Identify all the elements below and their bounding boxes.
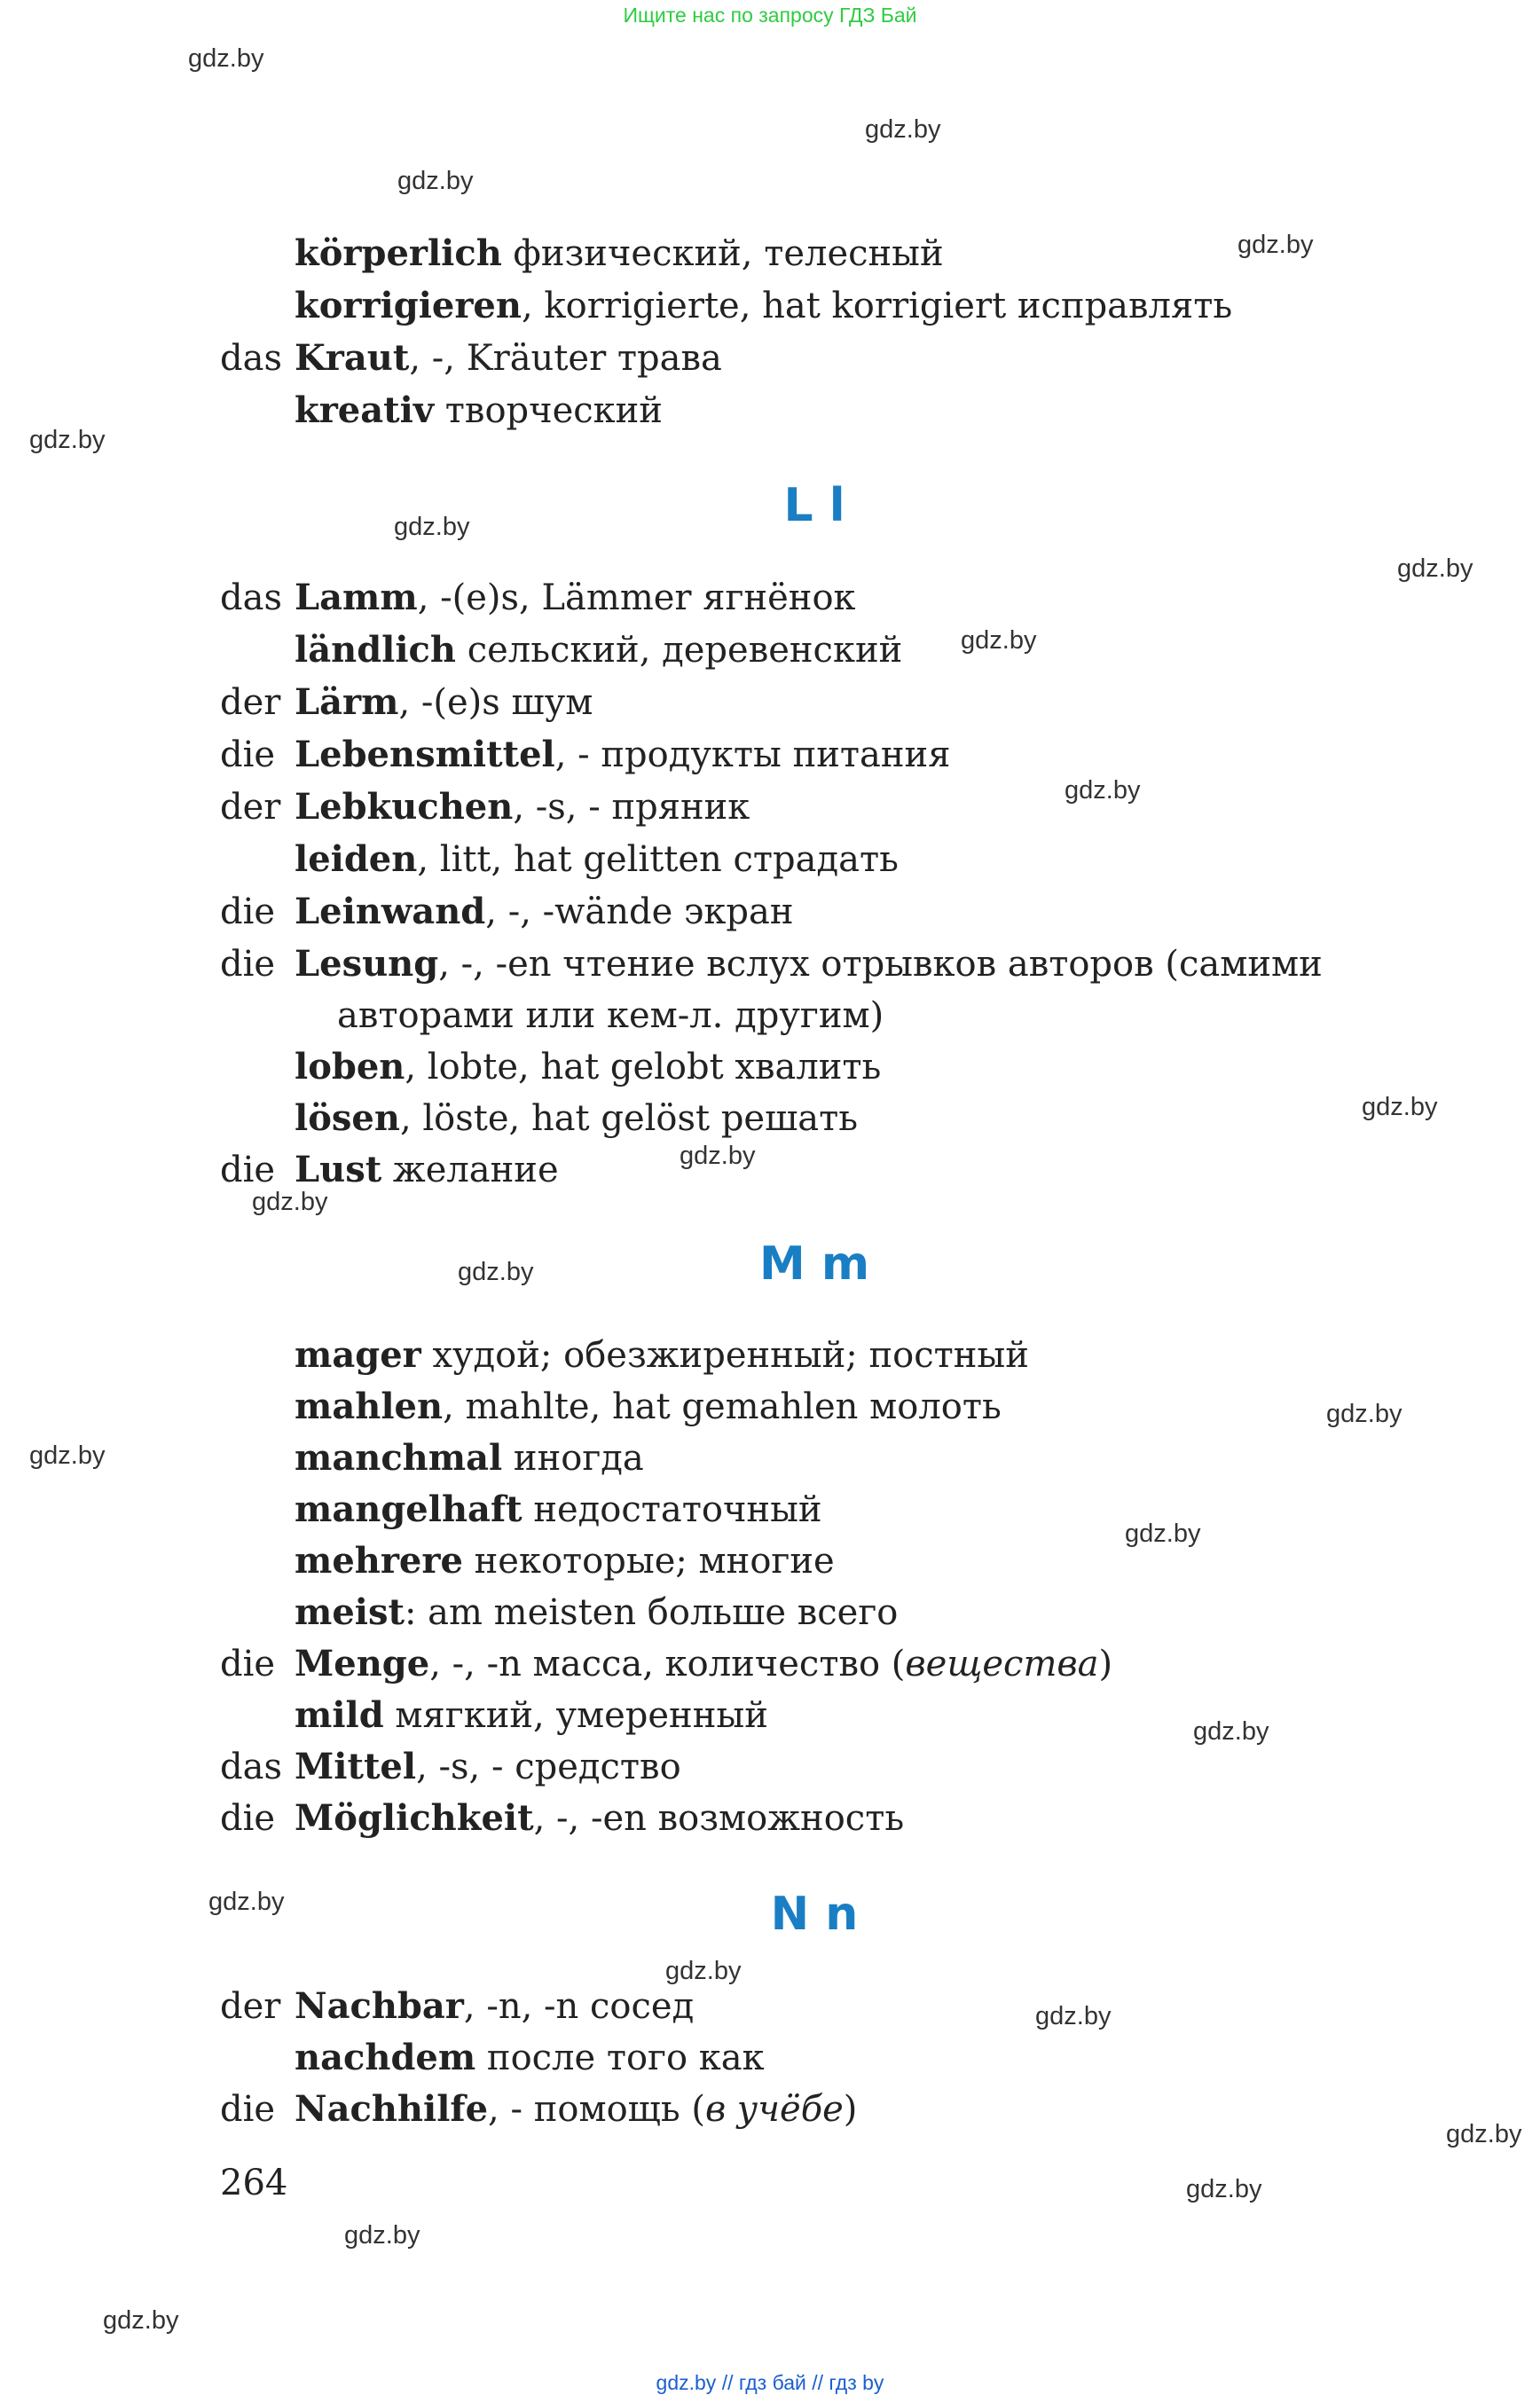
page-number: 264: [220, 2163, 288, 2203]
entry-lemma: korrigieren: [295, 285, 522, 326]
entry-lemma: Mittel: [295, 1746, 417, 1787]
entry-closing-paren: ): [1098, 1644, 1113, 1684]
entry-definition: , -, -en чтение вслух отрывков авторов (самими: [438, 944, 1323, 985]
entry-article: das: [220, 1747, 282, 1787]
entry-lemma: Menge: [295, 1643, 430, 1684]
entry-lemma: Kraut: [295, 337, 410, 379]
entry-lemma: leiden: [295, 838, 418, 880]
entry-definition: , -(e)s, Lämmer ягнёнок: [417, 577, 856, 618]
watermark: gdz.by: [1397, 554, 1473, 583]
watermark: gdz.by: [29, 1441, 106, 1470]
watermark: gdz.by: [961, 626, 1037, 655]
entry-lemma: mehrere: [295, 1540, 463, 1582]
entry-lemma: Lesung: [295, 943, 439, 985]
entry-definition: желание: [381, 1150, 559, 1190]
entry-lemma: meist: [295, 1591, 405, 1633]
entry-definition: , korrigierte, hat korrigiert исправлять: [521, 286, 1233, 326]
entry-article: die: [220, 891, 276, 932]
watermark: gdz.by: [1186, 2175, 1262, 2203]
watermark: gdz.by: [458, 1258, 534, 1286]
watermark: gdz.by: [665, 1957, 742, 1985]
entry-lemma: Nachbar: [295, 1985, 464, 2027]
entry-lemma: Lebensmittel: [295, 734, 555, 775]
entry-definition: , - продукты питания: [554, 734, 951, 775]
entry-article: das: [220, 338, 282, 379]
watermark: gdz.by: [208, 1888, 285, 1916]
watermark: gdz.by: [103, 2306, 179, 2335]
entry-article: die: [220, 1150, 276, 1190]
entry-lemma: mager: [295, 1334, 421, 1376]
watermark: gdz.by: [188, 44, 264, 73]
watermark: gdz.by: [252, 1188, 328, 1216]
entry-note-italic: в учёбе: [704, 2089, 844, 2130]
watermark: gdz.by: [680, 1142, 756, 1170]
entry-lemma: lösen: [295, 1097, 400, 1139]
watermark: gdz.by: [397, 167, 474, 195]
entry-definition: мягкий, умеренный: [383, 1695, 768, 1736]
entry-definition: , -, -n масса, количество (: [429, 1644, 906, 1684]
watermark: gdz.by: [29, 426, 106, 454]
entry-definition: , -(e)s шум: [398, 682, 593, 723]
entry-article: der: [220, 1986, 281, 2027]
entry-definition: , löste, hat gelöst решать: [399, 1098, 859, 1139]
entry-definition: авторами или кем-л. другим): [337, 995, 884, 1036]
watermark: gdz.by: [394, 513, 470, 541]
entry-lemma: Leinwand: [295, 891, 486, 932]
entry-lemma: Nachhilfe: [295, 2088, 489, 2130]
footer-links[interactable]: gdz.by // гдз бай // гдз by: [656, 2371, 884, 2394]
entry-note-italic: вещества: [905, 1644, 1099, 1684]
entry-lemma: körperlich: [295, 232, 502, 274]
watermark: gdz.by: [1326, 1400, 1402, 1428]
watermark: gdz.by: [344, 2221, 420, 2250]
entry-definition: после того как: [475, 2038, 765, 2078]
entry-lemma: Lebkuchen: [295, 786, 514, 828]
watermark: gdz.by: [1125, 1520, 1201, 1548]
entry-definition: , lobte, hat gelobt хвалить: [405, 1047, 882, 1088]
entry-definition: некоторые; многие: [462, 1541, 835, 1582]
entry-definition: , - помощь (: [488, 2089, 705, 2130]
watermark: gdz.by: [865, 115, 941, 144]
watermark: gdz.by: [1035, 2002, 1112, 2030]
entry-lemma: nachdem: [295, 2037, 476, 2078]
entry-lemma: Lärm: [295, 681, 399, 723]
entry-definition: , -, Kräuter трава: [409, 338, 722, 379]
watermark: gdz.by: [1065, 776, 1141, 805]
entry-definition: сельский, деревенский: [456, 630, 903, 671]
entry-lemma: mahlen: [295, 1386, 444, 1427]
entry-definition: , mahlte, hat gemahlen молоть: [443, 1386, 1002, 1427]
entry-definition: физический, телесный: [501, 233, 944, 274]
entry-article: die: [220, 944, 276, 985]
entry-article: das: [220, 577, 282, 618]
entry-lemma: Möglichkeit: [295, 1797, 534, 1839]
entry-definition: , -s, - пряник: [513, 787, 750, 828]
watermark: gdz.by: [1362, 1093, 1438, 1121]
watermark: gdz.by: [1193, 1717, 1269, 1746]
entry-article: die: [220, 1798, 276, 1839]
entry-lemma: mangelhaft: [295, 1488, 522, 1530]
entry-article: die: [220, 2089, 276, 2130]
entry-definition: , -, -en возможность: [533, 1798, 905, 1839]
entry-definition: иногда: [502, 1438, 644, 1479]
entry-lemma: Lust: [295, 1149, 382, 1190]
section-heading-n: N n: [770, 1888, 859, 1941]
entry-lemma: loben: [295, 1046, 405, 1088]
entry-closing-paren: ): [843, 2089, 858, 2130]
entry-article: der: [220, 787, 281, 828]
entry-lemma: mild: [295, 1694, 384, 1736]
entry-definition: , -, -wände экран: [485, 891, 794, 932]
entry-article: der: [220, 682, 281, 723]
entry-definition: худой; обезжиренный; постный: [420, 1335, 1029, 1376]
watermark: gdz.by: [1238, 231, 1314, 259]
entry-lemma: kreativ: [295, 389, 435, 431]
entry-definition: , -s, - средство: [416, 1747, 681, 1787]
search-hint-banner: Ищите нас по запросу ГДЗ Бай: [623, 4, 917, 27]
entry-article: die: [220, 734, 276, 775]
entry-article: die: [220, 1644, 276, 1684]
entry-definition: недостаточный: [522, 1489, 822, 1530]
entry-lemma: Lamm: [295, 577, 418, 618]
watermark: gdz.by: [1446, 2120, 1522, 2148]
entry-lemma: manchmal: [295, 1437, 503, 1479]
entry-definition: , litt, hat gelitten страдать: [417, 839, 899, 880]
entry-lemma: ländlich: [295, 629, 456, 671]
section-heading-l: L l: [783, 479, 845, 532]
entry-definition: : am meisten больше всего: [404, 1592, 899, 1633]
entry-definition: творческий: [434, 390, 663, 431]
entry-definition: , -n, -n сосед: [463, 1986, 695, 2027]
section-heading-m: M m: [758, 1237, 870, 1291]
